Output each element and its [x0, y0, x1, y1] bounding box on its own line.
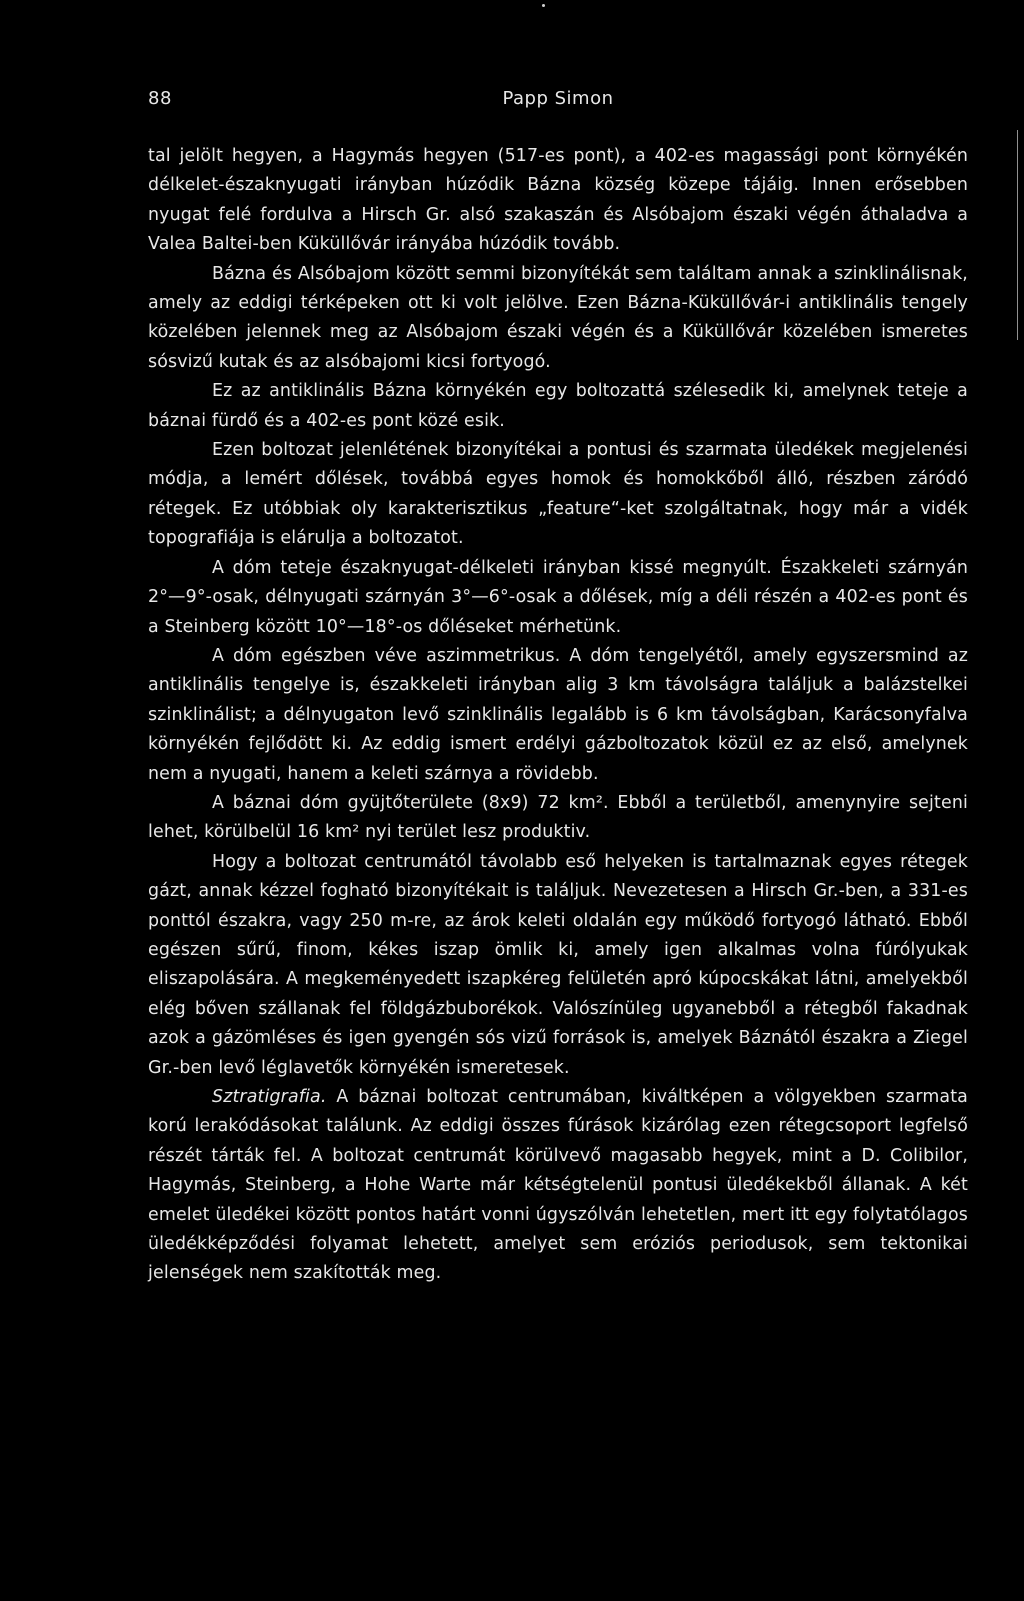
print-speck — [542, 4, 545, 7]
paragraph-8: Hogy a boltozat centrumától távolabb eső helyeken is tartalmaznak egyes rétegek gázt, annak kézzel fogható bizonyítékait is találjuk. Nevezetesen a Hirsch Gr.-ben, a 331-es ponttól északra, vagy 250 m-re, az árok keleti oldalán egy működő fortyogó látható. Ebből egészen sűrű, finom, kékes iszap ömlik ki, amely igen alkalmas volna fúrólyukak eliszapolására. A megkeményedett iszapkéreg felületén apró kúpocskákat látni, amelyekből elég bőven szállanak fel földgázbuborékok. Valószínüleg ugyanebből a rétegből fakadnak azok a gázömléses és igen gyengén sós vizű források is, amelyek Báznától északra a Ziegel Gr.-ben levő léglavetők környékén ismeretesek. — [148, 851, 968, 1078]
paragraph-7: A báznai dóm gyüjtőterülete (8x9) 72 km². Ebből a területből, amenynyire sejteni lehet, körülbelül 16 km² nyi terület lesz produktiv. — [148, 792, 968, 843]
section-lead-stratigraphy: Sztratigrafia. — [212, 1087, 327, 1107]
paragraph-9-text: A báznai boltozat centrumában, kiváltképen a völgyekben szarmata korú lerakódásokat találunk. Az eddigi összes fúrások kizárólag ezen rétegcsoport legfelső részét tárták fel. A boltozat centrumát körülvevő magasabb hegyek, mint a D. Colibilor, Hagymás, Steinberg, a Hohe Warte már kétségtelenül pontusi üledékekből állanak. A két emelet üledékei között pontos határt vonni úgyszólván lehetetlen, mert itt egy folytatólagos üledékképződési folyamat lehetett, amelyet sem eróziós periodusok, sem tektonikai jelenségek nem szakították meg. — [148, 1087, 968, 1284]
running-head-author: Papp Simon — [502, 88, 614, 109]
paragraph-2: Bázna és Alsóbajom között semmi bizonyítékát sem találtam annak a szinklinálisnak, amely az eddigi térképeken ott ki volt jelölve. Ezen Bázna-Küküllővár-i antiklinális tengely közelében jelennek meg az Alsóbajom északi végén és a Küküllővár közelében ismeretes sósvizű kutak és az alsóbajomi kicsi fortyogó. — [148, 263, 968, 372]
paragraph-9 — [148, 1083, 968, 1289]
paragraph-4: Ezen boltozat jelenlétének bizonyítékai a pontusi és szarmata üledékek megjelenési módja, a lemért dőlések, továbbá egyes homok és homokkőből álló, részben záródó rétegek. Ez utóbbiak oly karakterisztikus „feature“-ket szolgáltatnak, hogy már a vidék topografiája is elárulja a boltozatot. — [148, 440, 968, 549]
paragraph-5: A dóm teteje északnyugat-délkeleti irányban kissé megnyúlt. Északkeleti szárnyán 2°—9°-osak, délnyugati szárnyán 3°—6°-osak a dőlések, míg a déli részén a 402-es pont és a Steinberg között 10°—18°-os dőléseket mérhetünk. — [148, 557, 968, 637]
paragraph-6: A dóm egészben véve aszimmetrikus. A dóm tengelyétől, amely egyszersmind az antiklinális tengelye is, északkeleti irányban alig 3 km távolságra találjuk a balázstelkei szinklinálist; a délnyugaton levő szinklinális legalább is 6 km távolságban, Karácsonyfalva környékén fejlődött ki. Az eddig ismert erdélyi gázboltozatok közül ez az első, amelynek nem a nyugati, hanem a keleti szárnya a rövidebb. — [148, 645, 968, 784]
page-edge-line — [1017, 130, 1018, 340]
paragraph-3: Ez az antiklinális Bázna környékén egy boltozattá szélesedik ki, amelynek teteje a báznai fürdő és a 402-es pont közé esik. — [148, 381, 968, 431]
body-text — [148, 142, 968, 1289]
paragraph-1: tal jelölt hegyen, a Hagymás hegyen (517-es pont), a 402-es magassági pont környékén délkelet-északnyugati irányban húzódik Bázna község közepe tájáig. Innen erősebben nyugat felé fordulva a Hirsch Gr. alsó szakaszán és Alsóbajom északi végén áthaladva a Valea Baltei-ben Küküllővár irányába húzódik tovább. — [148, 146, 968, 255]
page-number: 88 — [148, 88, 172, 109]
page-header — [148, 88, 968, 114]
